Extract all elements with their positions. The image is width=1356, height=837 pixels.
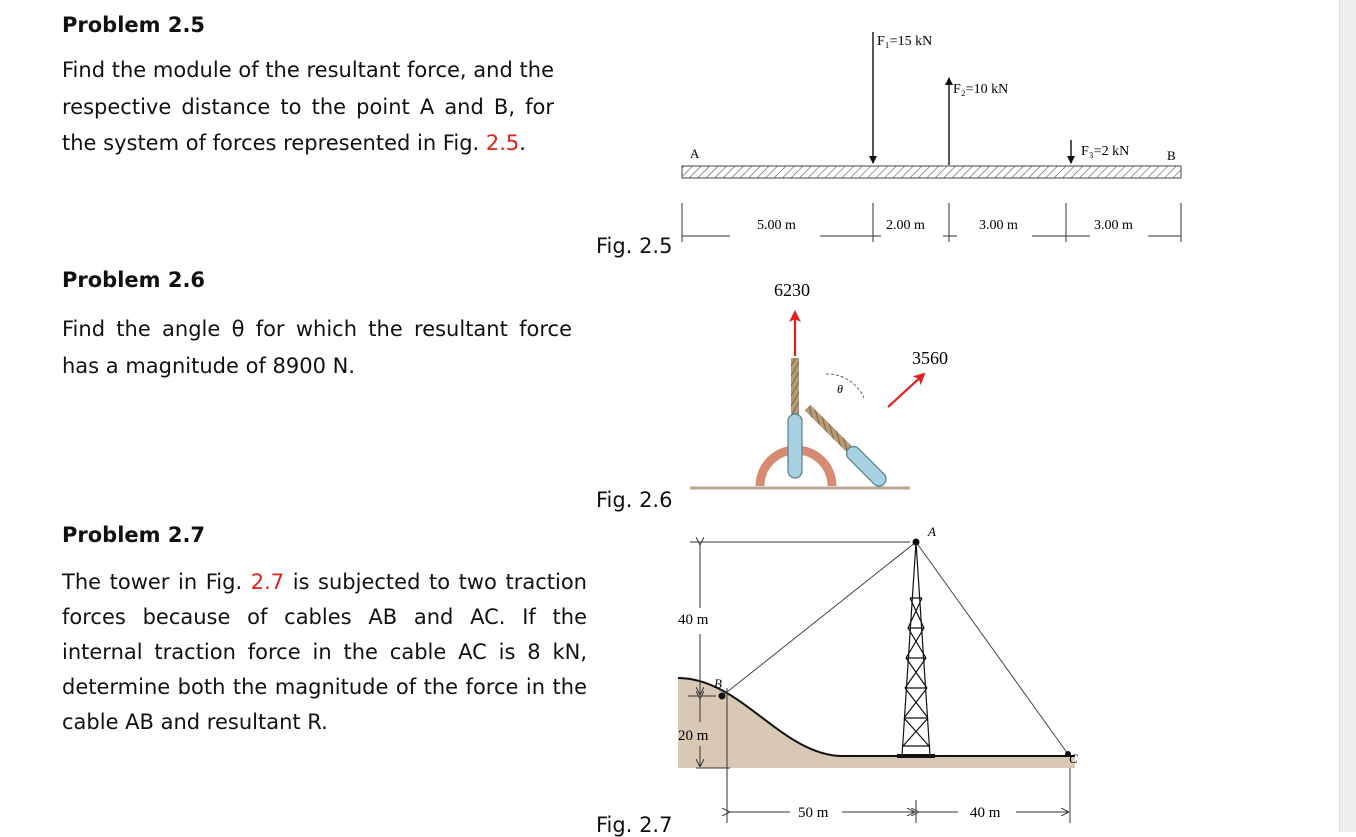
problem-2-7 (62, 522, 587, 740)
problem-title: Problem 2.7 (62, 523, 206, 547)
dimension-label: 2.00 m (886, 218, 925, 233)
dimension-label: 5.00 m (757, 218, 796, 233)
figure-reference-link[interactable]: 2.5 (485, 131, 520, 155)
dimension-label: 3.00 m (1094, 218, 1133, 233)
force-label-f1: F₁=15 kN (877, 34, 933, 49)
hook-inclined (844, 444, 889, 489)
point-b-label: B (714, 676, 722, 691)
force-label-f3: F₃=2 kN (1081, 144, 1130, 159)
angle-arc (826, 374, 864, 398)
figure-2-5-beam (660, 20, 1200, 250)
problem-title: Problem 2.5 (62, 13, 206, 37)
force-arrow-inclined (888, 374, 924, 407)
vertical-scrollbar[interactable] (1339, 0, 1356, 832)
figure-2-6-eyebolt (690, 270, 948, 495)
dimension-label-left: 50 m (798, 805, 829, 821)
force-label-f2: F₂=10 kN (953, 82, 1009, 97)
problem-statement: The tower in Fig. 2.7 is subjected to two traction forces because of cables AB and AC. If the internal traction force in the cable AC is 8 kN, determine both the magnitude of the force in the cable AB and resultant R. (62, 570, 587, 734)
rope-vertical (791, 358, 799, 414)
dimension-line (688, 542, 1070, 823)
dimension-label-hill: 20 m (678, 728, 709, 744)
dimension-label: 3.00 m (979, 218, 1018, 233)
problem-2-5 (62, 12, 554, 162)
figure-2-7-tower (660, 518, 1180, 832)
point-a-label: A (928, 524, 936, 539)
hill-terrain (678, 678, 1075, 768)
figure-caption-2-5: Fig. 2.5 (596, 234, 673, 258)
beam (682, 166, 1181, 178)
figure-caption-2-6: Fig. 2.6 (596, 488, 673, 512)
point-c-label: C (1069, 751, 1078, 766)
dimension-label-right: 40 m (970, 805, 1001, 821)
problem-statement: Find the angle θ for which the resultant force has a magnitude of 8900 N. (62, 317, 572, 378)
cable-ac (916, 542, 1068, 754)
rope-inclined (805, 405, 852, 452)
cable-ab (722, 542, 916, 696)
dimension-label-height: 40 m (678, 612, 709, 628)
force-label-inclined: 3560 (912, 348, 948, 368)
tower (902, 542, 930, 756)
force-label-vertical: 6230 (774, 280, 810, 300)
hook-vertical (788, 414, 802, 478)
problem-2-6 (62, 267, 572, 384)
angle-label: θ (837, 382, 843, 396)
beam-point-b: B (1167, 148, 1176, 163)
figure-caption-2-7: Fig. 2.7 (596, 813, 673, 837)
problem-title: Problem 2.6 (62, 268, 206, 292)
figure-reference-link[interactable]: 2.7 (250, 570, 285, 594)
beam-point-a: A (690, 146, 700, 161)
problem-statement: Find the module of the resultant force, and the respective distance to the point A and B, for the system of forces represented in Fig. 2.5. (62, 58, 554, 155)
